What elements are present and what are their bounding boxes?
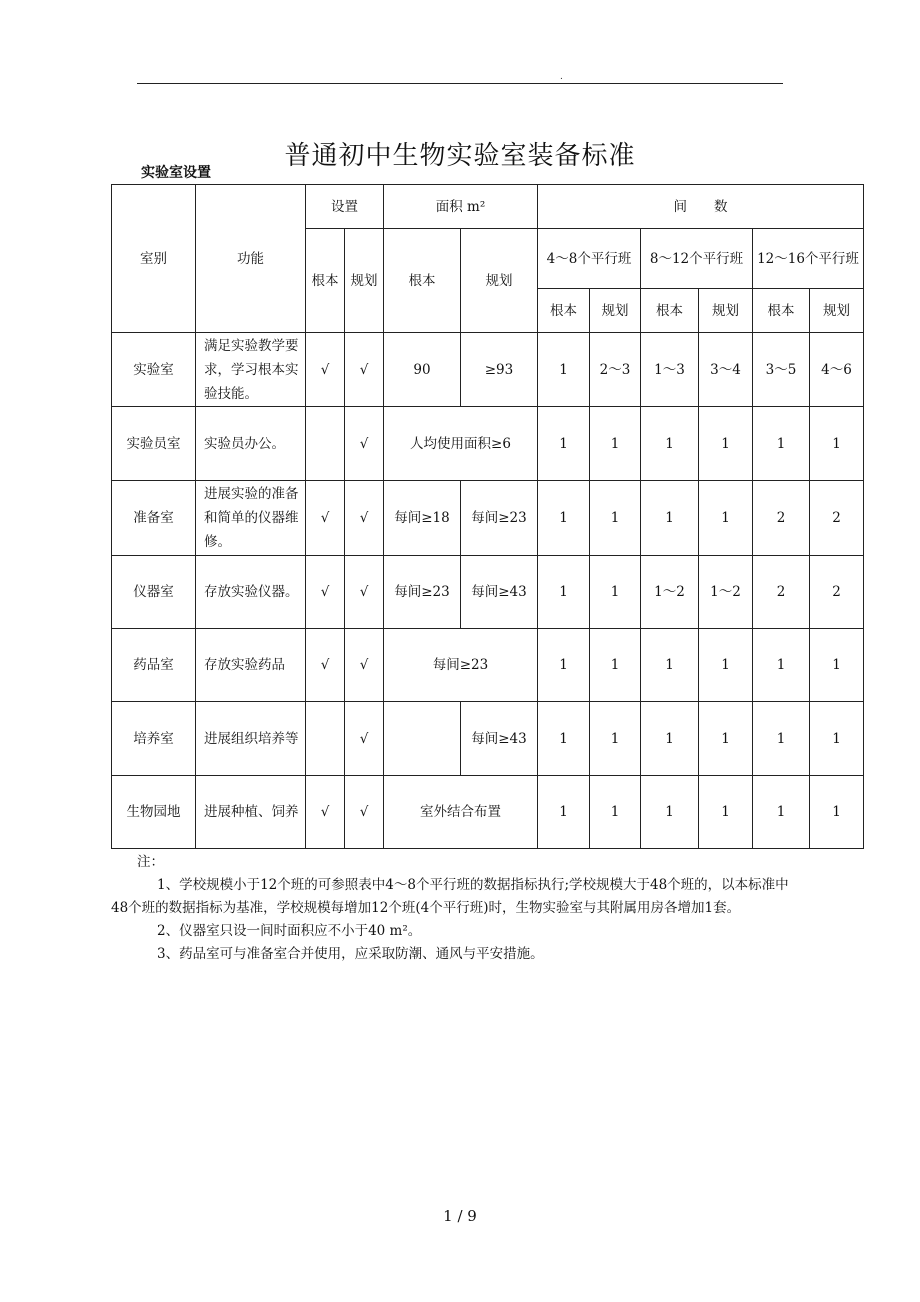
count-cell: 1 <box>538 776 590 849</box>
count-cell: 3～5 <box>753 333 810 407</box>
header-area-plan: 规划 <box>461 229 538 333</box>
count-cell: 3～4 <box>699 333 753 407</box>
room-function: 进展组织培养等 <box>196 702 306 776</box>
equipment-standard-table <box>111 184 864 849</box>
count-cell: 1 <box>538 333 590 407</box>
area-merged: 人均使用面积≥6 <box>384 407 538 481</box>
count-cell: 2 <box>810 481 864 556</box>
count-cell: 2 <box>753 481 810 556</box>
area-basic: 每间≥23 <box>384 556 461 629</box>
setting-basic-check: √ <box>306 481 345 556</box>
room-name: 仪器室 <box>112 556 196 629</box>
table-row <box>112 556 864 629</box>
setting-basic-check <box>306 702 345 776</box>
room-name: 准备室 <box>112 481 196 556</box>
page-title: 普通初中生物实验室装备标准 <box>284 141 636 172</box>
area-basic <box>384 702 461 776</box>
header-setting: 设置 <box>306 185 384 229</box>
table-row <box>112 333 864 407</box>
count-cell: 1 <box>590 702 641 776</box>
count-cell: 1 <box>641 702 699 776</box>
setting-basic-check: √ <box>306 776 345 849</box>
notes <box>111 851 791 966</box>
header-room: 室别 <box>112 185 196 333</box>
count-cell: 1 <box>699 702 753 776</box>
table-row <box>112 702 864 776</box>
table-row <box>112 407 864 481</box>
section-label: 实验室设置 <box>141 165 211 181</box>
count-cell: 4～6 <box>810 333 864 407</box>
table-row <box>112 629 864 702</box>
count-cell: 1 <box>641 407 699 481</box>
count-cell: 2 <box>810 556 864 629</box>
count-cell: 1 <box>538 702 590 776</box>
setting-plan-check: √ <box>345 702 384 776</box>
count-cell: 1 <box>699 776 753 849</box>
note-item: 1、学校规模小于12个班的可参照表中4～8个平行班的数据指标执行;学校规模大于48个班的，以本标准中48个班的数据指标为基准，学校规模每增加12个班(4个平行班)时，生物实验室与其附属用房各增加1套。 <box>111 877 789 916</box>
header-group-8-12: 8～12个平行班 <box>641 229 753 289</box>
room-function: 存放实验仪器。 <box>196 556 306 629</box>
count-cell: 1 <box>641 629 699 702</box>
room-function: 进展种植、饲养 <box>196 776 306 849</box>
header-rule <box>137 83 783 84</box>
area-merged: 每间≥23 <box>384 629 538 702</box>
header-group-4-8: 4～8个平行班 <box>538 229 641 289</box>
room-name: 培养室 <box>112 702 196 776</box>
count-cell: 1 <box>753 407 810 481</box>
count-cell: 1 <box>590 629 641 702</box>
note-item: 2、仪器室只设一间时面积应不小于40 m²。 <box>157 923 422 939</box>
header-dot: . <box>560 72 563 82</box>
area-plan: ≥93 <box>461 333 538 407</box>
header-g1-basic: 根本 <box>538 289 590 333</box>
count-cell: 1 <box>641 481 699 556</box>
count-cell: 1 <box>590 407 641 481</box>
count-cell: 1 <box>753 702 810 776</box>
setting-plan-check: √ <box>345 481 384 556</box>
count-cell: 1 <box>641 776 699 849</box>
count-cell: 1～2 <box>641 556 699 629</box>
header-g3-plan: 规划 <box>810 289 864 333</box>
table-row <box>112 776 864 849</box>
count-cell: 2～3 <box>590 333 641 407</box>
count-cell: 1 <box>699 481 753 556</box>
header-setting-basic: 根本 <box>306 229 345 333</box>
setting-basic-check: √ <box>306 556 345 629</box>
room-function: 存放实验药品 <box>196 629 306 702</box>
header-g2-basic: 根本 <box>641 289 699 333</box>
area-plan: 每间≥43 <box>461 556 538 629</box>
room-function: 实验员办公。 <box>196 407 306 481</box>
table-row <box>112 481 864 556</box>
setting-plan-check: √ <box>345 407 384 481</box>
header-area-basic: 根本 <box>384 229 461 333</box>
count-cell: 1 <box>753 629 810 702</box>
page-number: 1 / 9 <box>443 1207 477 1225</box>
count-cell: 1 <box>590 556 641 629</box>
notes-label: 注： <box>137 854 164 870</box>
header-group-12-16: 12～16个平行班 <box>753 229 864 289</box>
setting-basic-check <box>306 407 345 481</box>
count-cell: 1～2 <box>699 556 753 629</box>
count-cell: 1 <box>590 481 641 556</box>
count-cell: 1 <box>810 629 864 702</box>
room-function: 满足实验教学要求，学习根本实验技能。 <box>196 333 306 407</box>
room-name: 生物园地 <box>112 776 196 849</box>
count-cell: 1 <box>538 629 590 702</box>
count-cell: 1 <box>810 776 864 849</box>
count-cell: 1 <box>538 407 590 481</box>
count-cell: 1 <box>538 481 590 556</box>
count-cell: 1 <box>753 776 810 849</box>
area-basic: 90 <box>384 333 461 407</box>
count-cell: 1 <box>538 556 590 629</box>
note-item: 3、药品室可与准备室合并使用，应采取防潮、通风与平安措施。 <box>157 946 544 962</box>
header-g3-basic: 根本 <box>753 289 810 333</box>
count-cell: 1～3 <box>641 333 699 407</box>
setting-plan-check: √ <box>345 333 384 407</box>
header-g1-plan: 规划 <box>590 289 641 333</box>
count-cell: 1 <box>699 629 753 702</box>
header-setting-plan: 规划 <box>345 229 384 333</box>
area-basic: 每间≥18 <box>384 481 461 556</box>
count-cell: 1 <box>699 407 753 481</box>
room-name: 实验室 <box>112 333 196 407</box>
area-plan: 每间≥43 <box>461 702 538 776</box>
room-name: 药品室 <box>112 629 196 702</box>
header-area: 面积 m² <box>384 185 538 229</box>
area-merged: 室外结合布置 <box>384 776 538 849</box>
setting-basic-check: √ <box>306 333 345 407</box>
setting-plan-check: √ <box>345 629 384 702</box>
setting-basic-check: √ <box>306 629 345 702</box>
room-function: 进展实验的准备和简单的仪器维修。 <box>196 481 306 556</box>
count-cell: 2 <box>753 556 810 629</box>
header-g2-plan: 规划 <box>699 289 753 333</box>
count-cell: 1 <box>590 776 641 849</box>
header-function: 功能 <box>196 185 306 333</box>
count-cell: 1 <box>810 702 864 776</box>
setting-plan-check: √ <box>345 556 384 629</box>
setting-plan-check: √ <box>345 776 384 849</box>
room-name: 实验员室 <box>112 407 196 481</box>
header-count: 间 数 <box>538 185 864 229</box>
area-plan: 每间≥23 <box>461 481 538 556</box>
count-cell: 1 <box>810 407 864 481</box>
